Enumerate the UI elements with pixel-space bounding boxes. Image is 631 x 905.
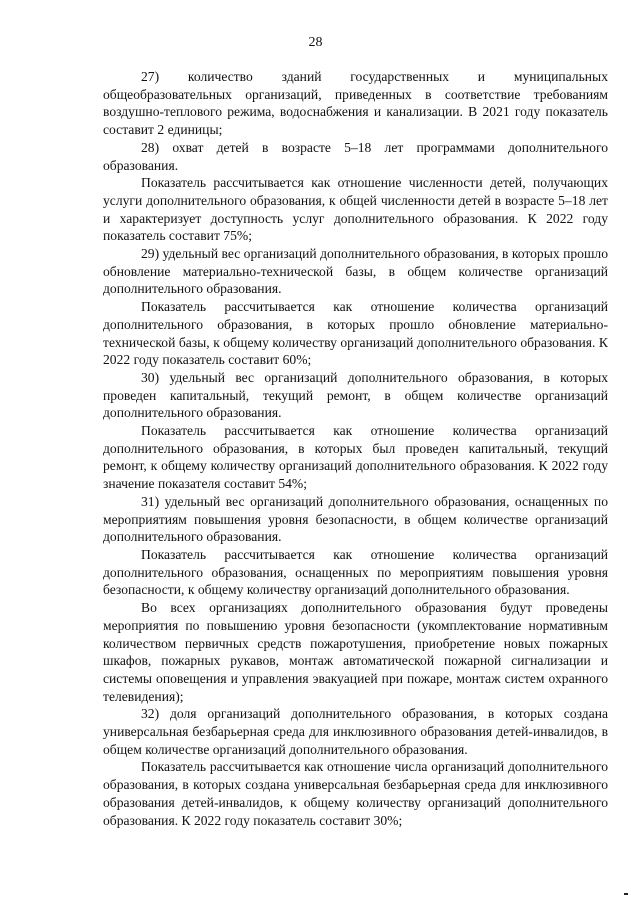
paragraph-31: 31) удельный вес организаций дополнительного образования, оснащенных по мероприятиям повышения уровня безопасности, в общем количестве организаций дополнительного образования. [103, 493, 608, 545]
page-number: 28 [308, 35, 323, 50]
paragraph-32-explanation: Показатель рассчитывается как отношение числа организаций дополнительного образования, в которых создана универсальная безбарьерная среда для инклюзивного образования детей-инвалидов, к общему количеству организаций дополнительного образования. К 2022 году показатель составит 30%; [103, 759, 608, 828]
paragraph-31-explanation: Показатель рассчитывается как отношение количества организаций дополнительного образования, оснащенных по мероприятиям повышения уровня безопасности, к общему количеству организаций дополнительного образования. [103, 546, 608, 598]
scan-mark [624, 893, 628, 895]
paragraph-28-explanation: Показатель рассчитывается как отношение численности детей, получающих услуги дополнительного образования, к общей численности детей в возрасте 5–18 лет и характеризует доступность услуг дополнительного образования. К 2022 году показатель составит 75%; [103, 175, 608, 244]
paragraph-29: 29) удельный вес организаций дополнительного образования, в которых прошло обновление материально-технической базы, в общем количестве организаций дополнительного образования. [103, 246, 608, 297]
paragraph-28: 28) охват детей в возрасте 5–18 лет программами дополнительного образования. [103, 139, 608, 173]
paragraph-29-explanation: Показатель рассчитывается как отношение количества организаций дополнительного образования, в которых прошло обновление материально-технической базы, к общему количеству организаций дополнительного образования. К 2022 году показатель составит 60%; [103, 299, 608, 368]
paragraph-31-measures: Во всех организациях дополнительного образования будут проведены мероприятия по повышению уровня безопасности (укомплектование нормативным количеством первичных средств пожаротушения, приобретение новых пожарных шкафов, пожарных рукавов, монтаж автоматической пожарной сигнализации и системы оповещения и управления эвакуацией при пожаре, монтаж систем охранного телевидения); [103, 600, 608, 704]
paragraph-30: 30) удельный вес организаций дополнительного образования, в которых проведен капитальный, текущий ремонт, в общем количестве организаций дополнительного образования. [103, 369, 608, 421]
document-body [103, 68, 608, 829]
paragraph-32: 32) доля организаций дополнительного образования, в которых создана универсальная безбарьерная среда для инклюзивного образования детей-инвалидов, в общем количестве организаций дополнительного образования. [103, 706, 608, 757]
paragraph-30-explanation: Показатель рассчитывается как отношение количества организаций дополнительного образования, в которых был проведен капитальный, текущий ремонт, к общему количеству организаций дополнительного образования. К 2022 году значение показателя составит 54%; [103, 423, 608, 492]
paragraph-27: 27) количество зданий государственных и муниципальных общеобразовательных организаций, приведенных в соответствие требованиям воздушно-теплового режима, водоснабжения и канализации. В 2021 году показатель составит 2 единицы; [103, 69, 608, 138]
